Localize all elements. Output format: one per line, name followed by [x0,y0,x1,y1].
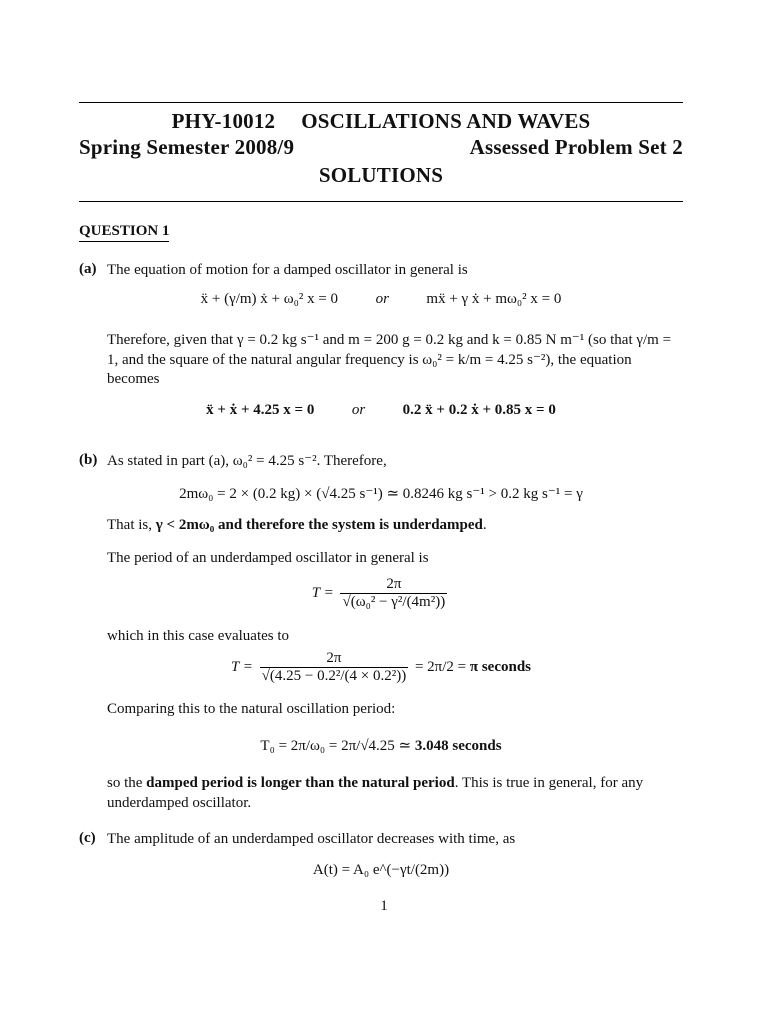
part-a-label: (a) [79,261,97,277]
part-b-compare-intro: Comparing this to the natural oscillation period: [107,701,396,717]
general-eq-right: mẍ + γ ẋ + mω₀² x = 0 [426,291,562,307]
header-line-2 [79,135,683,160]
part-a-paragraph: Therefore, given that γ = 0.2 kg s⁻¹ and m = 200 g = 0.2 kg and k = 0.85 N m⁻¹ (so that γ/m = 1, and the square of the natural angular frequency is ω₀² = k/m = 4.25 s⁻²), the equation becomes [107,332,672,387]
natural-period-equation [79,736,683,755]
course-code: PHY-10012 [171,109,276,133]
that-is-prefix: That is, [107,517,156,533]
period-fraction [340,576,447,611]
period2-lhs: T = [230,658,253,675]
period-evaluated [79,650,683,685]
course-title: OSCILLATIONS AND WAVES [301,109,591,133]
period2-result: π seconds [469,658,532,675]
period-denominator: √(ω₀² − γ²/(4m²)) [342,594,446,610]
part-b-evaluates: which in this case evaluates to [107,628,290,644]
question-heading: QUESTION 1 [79,223,169,242]
part-c-label: (c) [79,830,96,846]
period2-denominator: √(4.25 − 0.2²/(4 × 0.2²)) [261,668,407,684]
result-eq-left: ẍ + ẋ + 4.25 x = 0 [206,402,315,418]
result-eq-right: 0.2 ẍ + 0.2 ẋ + 0.85 x = 0 [402,402,556,418]
period2-numerator: 2π [326,650,342,666]
part-b-that-is [107,516,685,536]
conclusion-bold: damped period is longer than the natural period [146,775,455,791]
bottom-rule [79,201,683,202]
part-b-label: (b) [79,452,98,468]
natural-period-expr: T₀ = 2π/ω₀ = 2π/√4.25 ≃ [260,738,412,754]
general-eq-left: ẍ + (γ/m) ẋ + ω₀² x = 0 [200,291,339,307]
part-b-conclusion [107,774,685,813]
period2-fraction [260,650,409,685]
general-eq-or: or [375,291,389,307]
natural-period-result: 3.048 seconds [414,738,502,754]
top-rule [79,102,683,103]
period-formula [79,576,683,611]
part-b-compare-equation: 2mω₀ = 2 × (0.2 kg) × (√4.25 s⁻¹) ≃ 0.8246 kg s⁻¹ > 0.2 kg s⁻¹ = γ [179,486,583,502]
that-is-suffix: . [482,517,487,533]
header-subtitle: SOLUTIONS [318,163,444,187]
period-numerator: 2π [386,576,402,592]
part-c-intro: The amplitude of an underdamped oscillator decreases with time, as [107,831,516,847]
result-eq-or: or [351,402,366,418]
part-b-intro: As stated in part (a), ω₀² = 4.25 s⁻². Therefore, [107,453,387,469]
header-line-1 [79,109,683,134]
period-lhs: T = [311,584,334,601]
underdamped-conclusion: γ < 2mω₀ and therefore the system is underdamped [155,517,483,533]
conclusion-suffix: . This is true in general, for any underdamped oscillator. [107,775,644,811]
semester: Spring Semester 2008/9 [79,135,295,159]
part-a-general-equations [79,291,683,308]
conclusion-prefix: so the [107,775,147,791]
part-a-result-equations [79,402,683,419]
part-a-intro: The equation of motion for a damped oscillator in general is [107,262,468,278]
period2-middle: = 2π/2 = [414,658,467,675]
part-b-period-intro: The period of an underdamped oscillator in general is [107,550,429,566]
set-title: Assessed Problem Set 2 [469,135,683,159]
amplitude-equation: A(t) = A₀ e^(−γt/(2m)) [312,862,450,878]
page-number: 1 [380,898,388,914]
